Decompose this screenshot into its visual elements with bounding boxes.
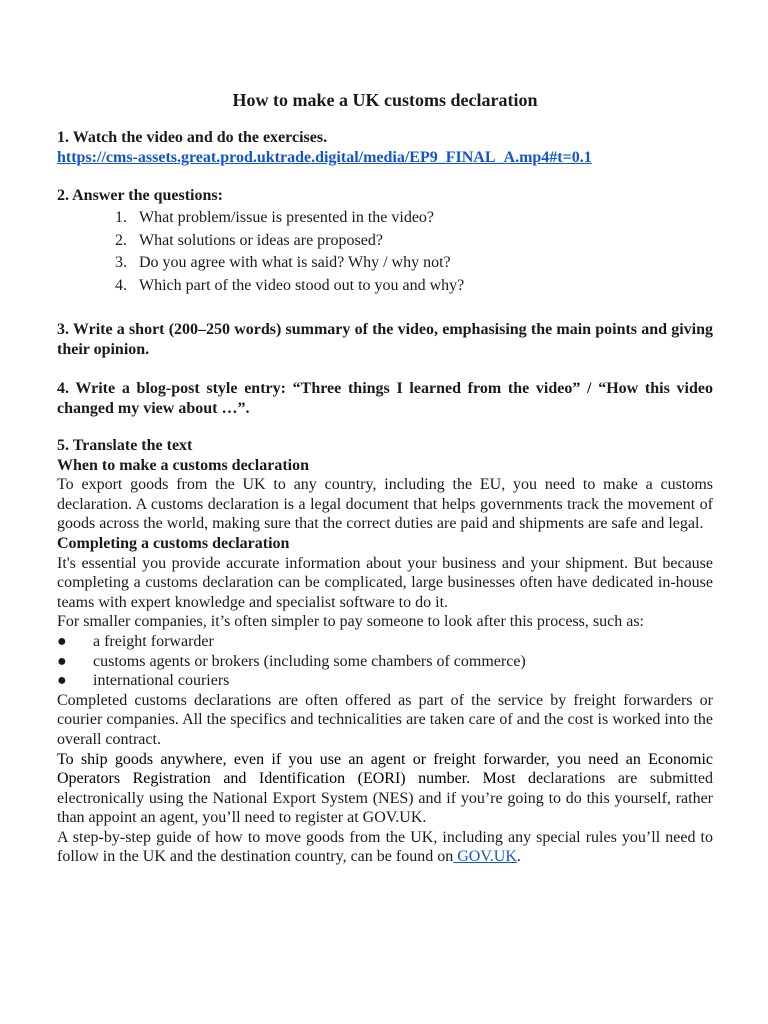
paragraph-accurate: It's essential you provide accurate information about your business and your shipment. But because completing a customs declaration can be complicated, large businesses often have dedicated in-house teams with expert knowledge and specialist software to do it. bbox=[57, 554, 713, 611]
service-list bbox=[57, 632, 713, 691]
questions-list bbox=[57, 207, 713, 297]
section-3 bbox=[57, 320, 713, 359]
subheading-completing: Completing a customs declaration bbox=[57, 534, 290, 552]
list-item: ● customs agents or brokers (including some chambers of commerce) bbox=[57, 652, 526, 670]
list-item: ● a freight forwarder bbox=[57, 632, 214, 650]
section-5-heading: 5. Translate the text bbox=[57, 437, 193, 454]
gov-uk-link[interactable]: GOV.UK bbox=[453, 848, 517, 866]
bullet-icon: ● bbox=[57, 632, 67, 650]
paragraph-eori: To ship goods anywhere, even if you use an agent or freight forwarder, you need an Economic Operators Registration and Identification (EORI) number. Most declarations are submitted electronically using the National Export System (NES) and if you’re going to do this yourself, rather than appoint an agent, you’ll need to register at GOV.UK. bbox=[57, 750, 713, 827]
subheading-when: When to make a customs declaration bbox=[57, 456, 309, 474]
section-4 bbox=[57, 379, 713, 418]
paragraph-completed: Completed customs declarations are often offered as part of the service by freight forwarders or courier companies. All the specifics and technicalities are taken care of and the cost is worked into the overall contract. bbox=[57, 691, 713, 748]
question-item: 4. Which part of the video stood out to you and why? bbox=[115, 276, 465, 294]
section-1 bbox=[57, 128, 713, 168]
paragraph-export: To export goods from the UK to any country, including the EU, you need to make a customs declaration. A customs declaration is a legal document that helps governments track the movement of goods across the world, making sure that the correct duties are paid and shipments are safe and legal. bbox=[57, 476, 713, 533]
page-title: How to make a UK customs declaration bbox=[232, 90, 538, 110]
bullet-icon: ● bbox=[57, 652, 67, 670]
list-item: ● international couriers bbox=[57, 672, 230, 690]
question-item: 2. What solutions or ideas are proposed? bbox=[115, 231, 383, 249]
section-2-heading: 2. Answer the questions: bbox=[57, 187, 223, 204]
question-item: 3. Do you agree with what is said? Why / why not? bbox=[115, 254, 451, 271]
paragraph-smaller: For smaller companies, it’s often simpler to pay someone to look after this process, such as: bbox=[57, 613, 644, 631]
section-1-heading: 1. Watch the video and do the exercises. bbox=[57, 129, 328, 146]
section-5 bbox=[57, 436, 713, 867]
video-link[interactable]: https://cms-assets.great.prod.uktrade.digital/media/EP9_FINAL_A.mp4#t=0.1 bbox=[57, 149, 592, 166]
question-item: 1. What problem/issue is presented in the video? bbox=[115, 209, 435, 226]
section-4-heading: 4. Write a blog-post style entry: “Three things I learned from the video” / “How this video changed my view about …”. bbox=[57, 380, 713, 417]
section-3-heading: 3. Write a short (200–250 words) summary of the video, emphasising the main points and giving their opinion. bbox=[57, 321, 713, 358]
bullet-icon: ● bbox=[57, 672, 67, 690]
paragraph-guide: A step-by-step guide of how to move goods from the UK, including any special rules you’ll need to follow in the UK and the destination country, can be found on GOV.UK. bbox=[57, 828, 713, 866]
section-2 bbox=[57, 186, 713, 297]
